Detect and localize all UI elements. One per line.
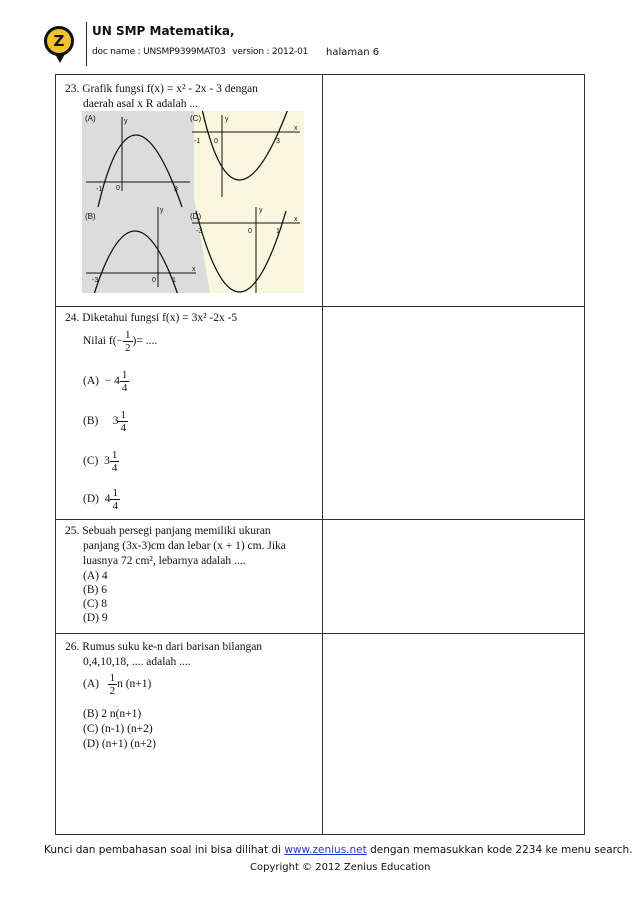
answer-cell-25 (323, 520, 585, 634)
answer-cell-26 (323, 634, 585, 835)
q26-option-a (83, 672, 151, 697)
question-row-23 (56, 75, 585, 307)
q26-option-d: (D) (n+1) (n+2) (83, 738, 157, 750)
q23-text-line1: 23. Grafik fungsi f(x) = x² - 2x - 3 dengan (65, 83, 258, 95)
question-row-26 (56, 634, 585, 835)
graph-c-y: y (225, 116, 229, 123)
question-table (55, 74, 585, 835)
graph-b-x: x (192, 266, 196, 273)
q25-option-d: (D) 9 (83, 612, 108, 624)
graph-a-tick-zero: 0 (116, 185, 120, 192)
graph-d-y: y (259, 207, 263, 214)
graph-d-tick-right: 1 (276, 228, 280, 235)
question-cell-23 (56, 75, 323, 307)
q26-option-a-rest: n (n+1) (117, 678, 152, 691)
logo-pin-icon (55, 54, 65, 63)
answer-cell-24 (323, 307, 585, 520)
q24-nilai-prefix: Nilai f(− (83, 335, 124, 348)
q24-option-a-den: 4 (121, 382, 128, 394)
q24-nilai-den: 2 (125, 342, 131, 354)
q25-option-a: (A) 4 (83, 570, 108, 582)
graph-d-label: (D) (190, 212, 202, 221)
graph-c-x: x (294, 125, 298, 132)
graph-d-x: x (294, 216, 298, 223)
question-row-24 (56, 307, 585, 520)
q26-option-b: (B) 2 n(n+1) (83, 708, 142, 720)
q25-line2: panjang (3x-3)cm dan lebar (x + 1) cm. Jika (83, 540, 286, 552)
question-cell-24 (56, 307, 323, 520)
page-header (38, 18, 628, 74)
graph-c-tick-right: 3 (276, 138, 280, 145)
graph-a-label: (A) (85, 114, 96, 123)
q26-option-c: (C) (n-1) (n+2) (83, 723, 153, 735)
logo-letter: Z (53, 32, 65, 50)
q24-option-b-den: 4 (120, 422, 126, 434)
q26-option-a-label: (A) (83, 678, 99, 691)
q24-option-c-label: (C) (83, 455, 99, 468)
q24-option-c-den: 4 (111, 462, 118, 474)
q24-option-a-whole: − 4 (104, 375, 120, 388)
q24-option-c-num: 1 (111, 449, 118, 461)
graph-b-y: y (160, 207, 164, 214)
q24-nilai-fraction (123, 329, 133, 354)
q24-option-c-fraction (110, 449, 120, 474)
graph-b-tick-left: -3 (92, 277, 99, 284)
q24-option-b-num: 1 (120, 409, 126, 421)
q24-text: 24. Diketahui fungsi f(x) = 3x² -2x -5 (65, 312, 238, 324)
graph-a-tick-left: -1 (96, 186, 103, 193)
q25-option-c: (C) 8 (83, 598, 107, 610)
q26-option-a-num: 1 (109, 672, 116, 684)
brand-title: UN SMP Matematika, (92, 24, 235, 38)
page-number: halaman 6 (326, 47, 380, 58)
graph-c-tick-left: -1 (194, 138, 201, 145)
q24-option-d-num: 1 (112, 487, 118, 499)
footer-pre: Kunci dan pembahasan soal ini bisa dilihat di (44, 844, 285, 856)
answer-cell-23 (323, 75, 585, 307)
q24-option-b-label: (B) (83, 415, 99, 428)
q24-option-b-fraction (118, 409, 128, 434)
graph-a-y: y (124, 118, 128, 125)
q24-nilai-num: 1 (125, 329, 131, 341)
q24-option-d-label: (D) (83, 493, 99, 506)
q23-graphs-image (82, 111, 304, 293)
q24-option-b (83, 409, 128, 434)
graph-c-tick-zero: 0 (214, 138, 218, 145)
graph-c-label: (C) (190, 114, 202, 123)
footer-note (44, 844, 633, 856)
q26-line2: 0,4,10,18, .... adalah .... (83, 656, 191, 668)
q24-option-c (83, 449, 119, 474)
zenius-link[interactable]: www.zenius.net (284, 844, 367, 856)
q24-option-d-fraction (110, 487, 120, 512)
question-row-25 (56, 520, 585, 634)
q26-line1: 26. Rumus suku ke-n dari barisan bilangan (65, 641, 263, 653)
footer-post: dengan memasukkan kode 2234 ke menu search. (366, 844, 633, 856)
q24-nilai-suffix: )= .... (132, 335, 158, 348)
q24-option-d-whole: 4 (104, 493, 111, 506)
copyright: Copyright © 2012 Zenius Education (250, 862, 431, 873)
header-divider (86, 22, 87, 66)
graph-b-label: (B) (85, 212, 96, 221)
q24-option-c-whole: 3 (104, 455, 110, 468)
q23-text-line2: daerah asal x R adalah ... (83, 98, 198, 110)
q26-option-a-fraction (108, 672, 118, 697)
question-cell-26 (56, 634, 323, 835)
q24-nilai (83, 329, 157, 354)
q26-option-a-den: 2 (109, 685, 116, 697)
q24-option-a-fraction (120, 369, 130, 394)
zenius-logo (44, 26, 74, 56)
graph-d-tick-left: -3 (196, 228, 203, 235)
q24-option-d (83, 487, 120, 512)
q24-option-a (83, 369, 129, 394)
q24-option-d-den: 4 (112, 500, 118, 512)
q24-option-a-label: (A) (83, 375, 99, 388)
question-cell-25 (56, 520, 323, 634)
q24-option-a-num: 1 (121, 369, 128, 381)
graph-b-tick-right: 1 (172, 277, 176, 284)
q24-option-b-whole: 3 (112, 415, 119, 428)
q25-line1: 25. Sebuah persegi panjang memiliki ukuran (65, 525, 271, 537)
graph-d-tick-zero: 0 (248, 228, 252, 235)
doc-version: version : 2012-01 (232, 47, 309, 57)
doc-meta (92, 47, 312, 57)
q25-option-b: (B) 6 (83, 584, 107, 596)
q25-line3: luasnya 72 cm², lebarnya adalah .... (83, 555, 246, 567)
graph-a-tick-right: 3 (174, 186, 178, 193)
doc-name: doc name : UNSMP9399MAT03 (92, 47, 226, 57)
graph-b-tick-zero: 0 (152, 277, 156, 284)
